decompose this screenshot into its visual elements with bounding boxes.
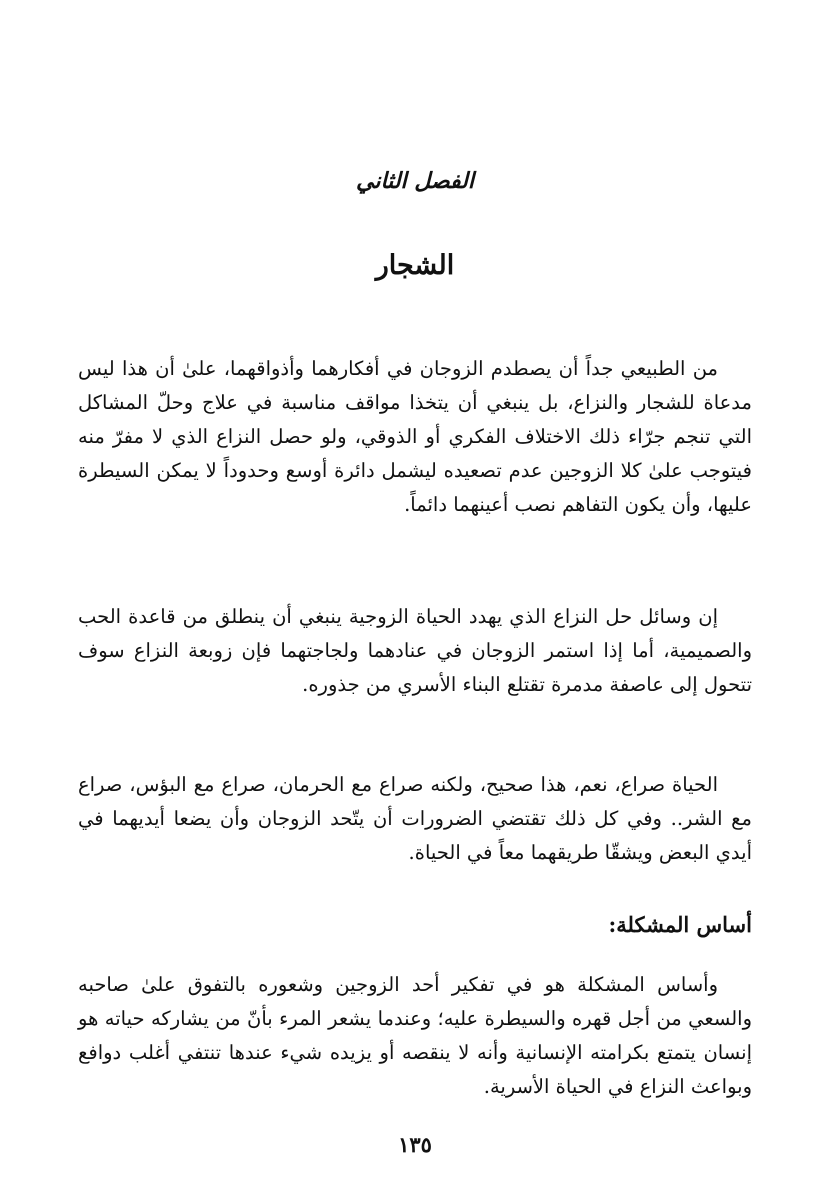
page-number: ١٣٥ <box>398 1132 432 1157</box>
chapter-title: الشجار <box>375 250 455 281</box>
paragraph-root-of-problem: وأساس المشكلة هو في تفكير أحد الزوجين وشعوره بالتفوق علىٰ صاحبه والسعي من أجل قهره والسيطرة عليه؛ وعندما يشعر المرء بأنّ من يشاركه حياته هو إنسان يتمتع بكرامته الإنسانية وأنه لا ينقصه أو يزيده شيء عندها تنتفي أغلب دوافع وبواعث النزاع في الحياة الأسرية. <box>78 973 752 1098</box>
paragraph-resolution: إن وسائل حل النزاع الذي يهدد الحياة الزوجية ينبغي أن ينطلق من قاعدة الحب والصميمية، أما إذا استمر الزوجان في عنادهما ولجاجتهما فإن زوبعة النزاع سوف تتحول إلى عاصفة مدمرة تقتلع البناء الأسري من جذوره. <box>78 605 752 696</box>
paragraph-life-struggle: الحياة صراع، نعم، هذا صحيح، ولكنه صراع مع الحرمان، صراع مع البؤس، صراع مع الشر.. وفي كل ذلك تقتضي الضرورات أن يتّحد الزوجان وأن يضعا أيديهما في أيدي البعض ويشقّا طريقهما معاً في الحياة. <box>78 773 752 864</box>
section-heading: أساس المشكلة: <box>608 912 752 937</box>
chapter-label: الفصل الثاني <box>356 168 474 194</box>
paragraph-intro: من الطبيعي جداً أن يصطدم الزوجان في أفكارهما وأذواقهما، علىٰ أن هذا ليس مدعاة للشجار والنزاع، بل ينبغي أن يتخذا مواقف مناسبة في علاج وحلّ المشاكل التي تنجم جرّاء ذلك الاختلاف الفكري أو الذوقي، ولو حصل النزاع الذي لا مفرّ منه فيتوجب علىٰ كلا الزوجين عدم تصعيده ليشمل دائرة أوسع وحدوداً لا يمكن السيطرة عليها، وأن يكون التفاهم نصب أعينهما دائماً. <box>78 357 752 516</box>
